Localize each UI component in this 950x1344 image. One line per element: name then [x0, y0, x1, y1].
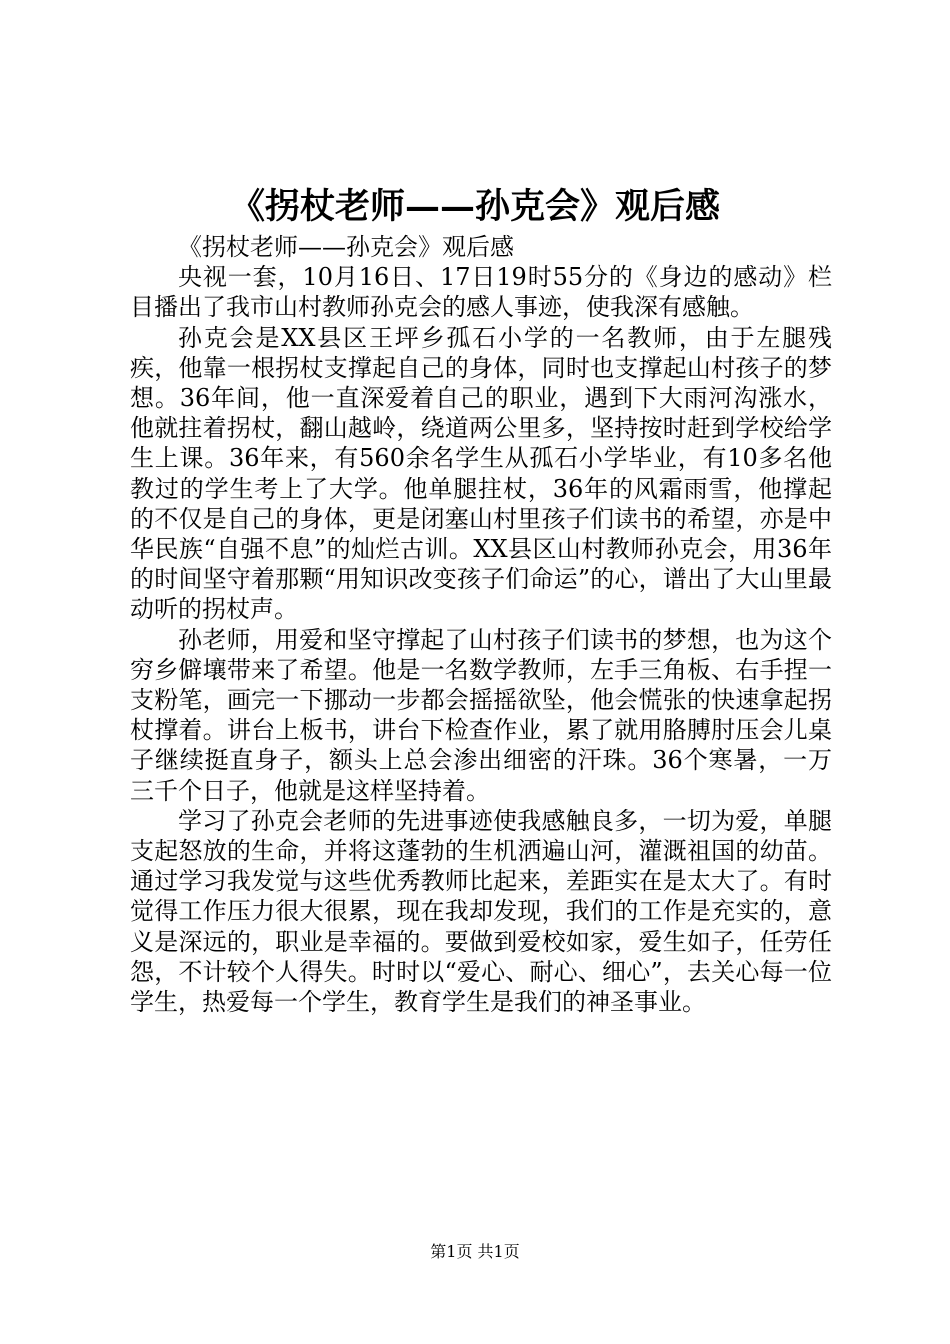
paragraph: 央视一套，10月16日、17日19时55分的《身边的感动》栏目播出了我市山村教师孙克会的感人事迹，使我深有感触。 [130, 263, 832, 322]
paragraph-subtitle: 《拐杖老师——孙克会》观后感 [178, 233, 514, 261]
page-number-footer: 第1页 共1页 [430, 1242, 520, 1261]
paragraph: 孙老师，用爱和坚守撑起了山村孩子们读书的梦想，也为这个穷乡僻壤带来了希望。他是一名数学教师，左手三角板、右手捏一支粉笔，画完一下挪动一步都会摇摇欲坠，他会慌张的快速拿起拐杖撑着。讲台上板书，讲台下检查作业，累了就用胳膊肘压会儿桌子继续挺直身子，额头上总会渗出细密的汗珠。36个寒暑，一万三千个日子，他就是这样坚持着。 [130, 625, 832, 805]
paragraph: 孙克会是XX县区王坪乡孤石小学的一名教师，由于左腿残疾，他靠一根拐杖支撑起自己的身体，同时也支撑起山村孩子的梦想。36年间，他一直深爱着自己的职业，遇到下大雨河沟涨水，他就拄着拐杖，翻山越岭，绕道两公里多，坚持按时赶到学校给学生上课。36年来，有560余名学生从孤石小学毕业，有10多名他教过的学生考上了大学。他单腿拄杖，36年的风霜雨雪，他撑起的不仅是自己的身体，更是闭塞山村里孩子们读书的希望，亦是中华民族“自强不息”的灿烂古训。XX县区山村教师孙克会，用36年的时间坚守着那颗“用知识改变孩子们命运”的心，谱出了大山里最动听的拐杖声。 [130, 323, 832, 624]
document-body [130, 232, 832, 1017]
paragraph: 学习了孙克会老师的先进事迹使我感触良多，一切为爱，单腿支起怒放的生命，并将这蓬勃的生机洒遍山河，灌溉祖国的幼苗。通过学习我发觉与这些优秀教师比起来，差距实在是太大了。有时觉得工作压力很大很累，现在我却发现，我们的工作是充实的，意义是深远的，职业是幸福的。要做到爱校如家，爱生如子，任劳任怨，不计较个人得失。时时以“爱心、耐心、细心”，去关心每一位学生，热爱每一个学生，教育学生是我们的神圣事业。 [130, 806, 832, 1017]
document-title: 《拐杖老师——孙克会》观后感 [229, 186, 720, 227]
